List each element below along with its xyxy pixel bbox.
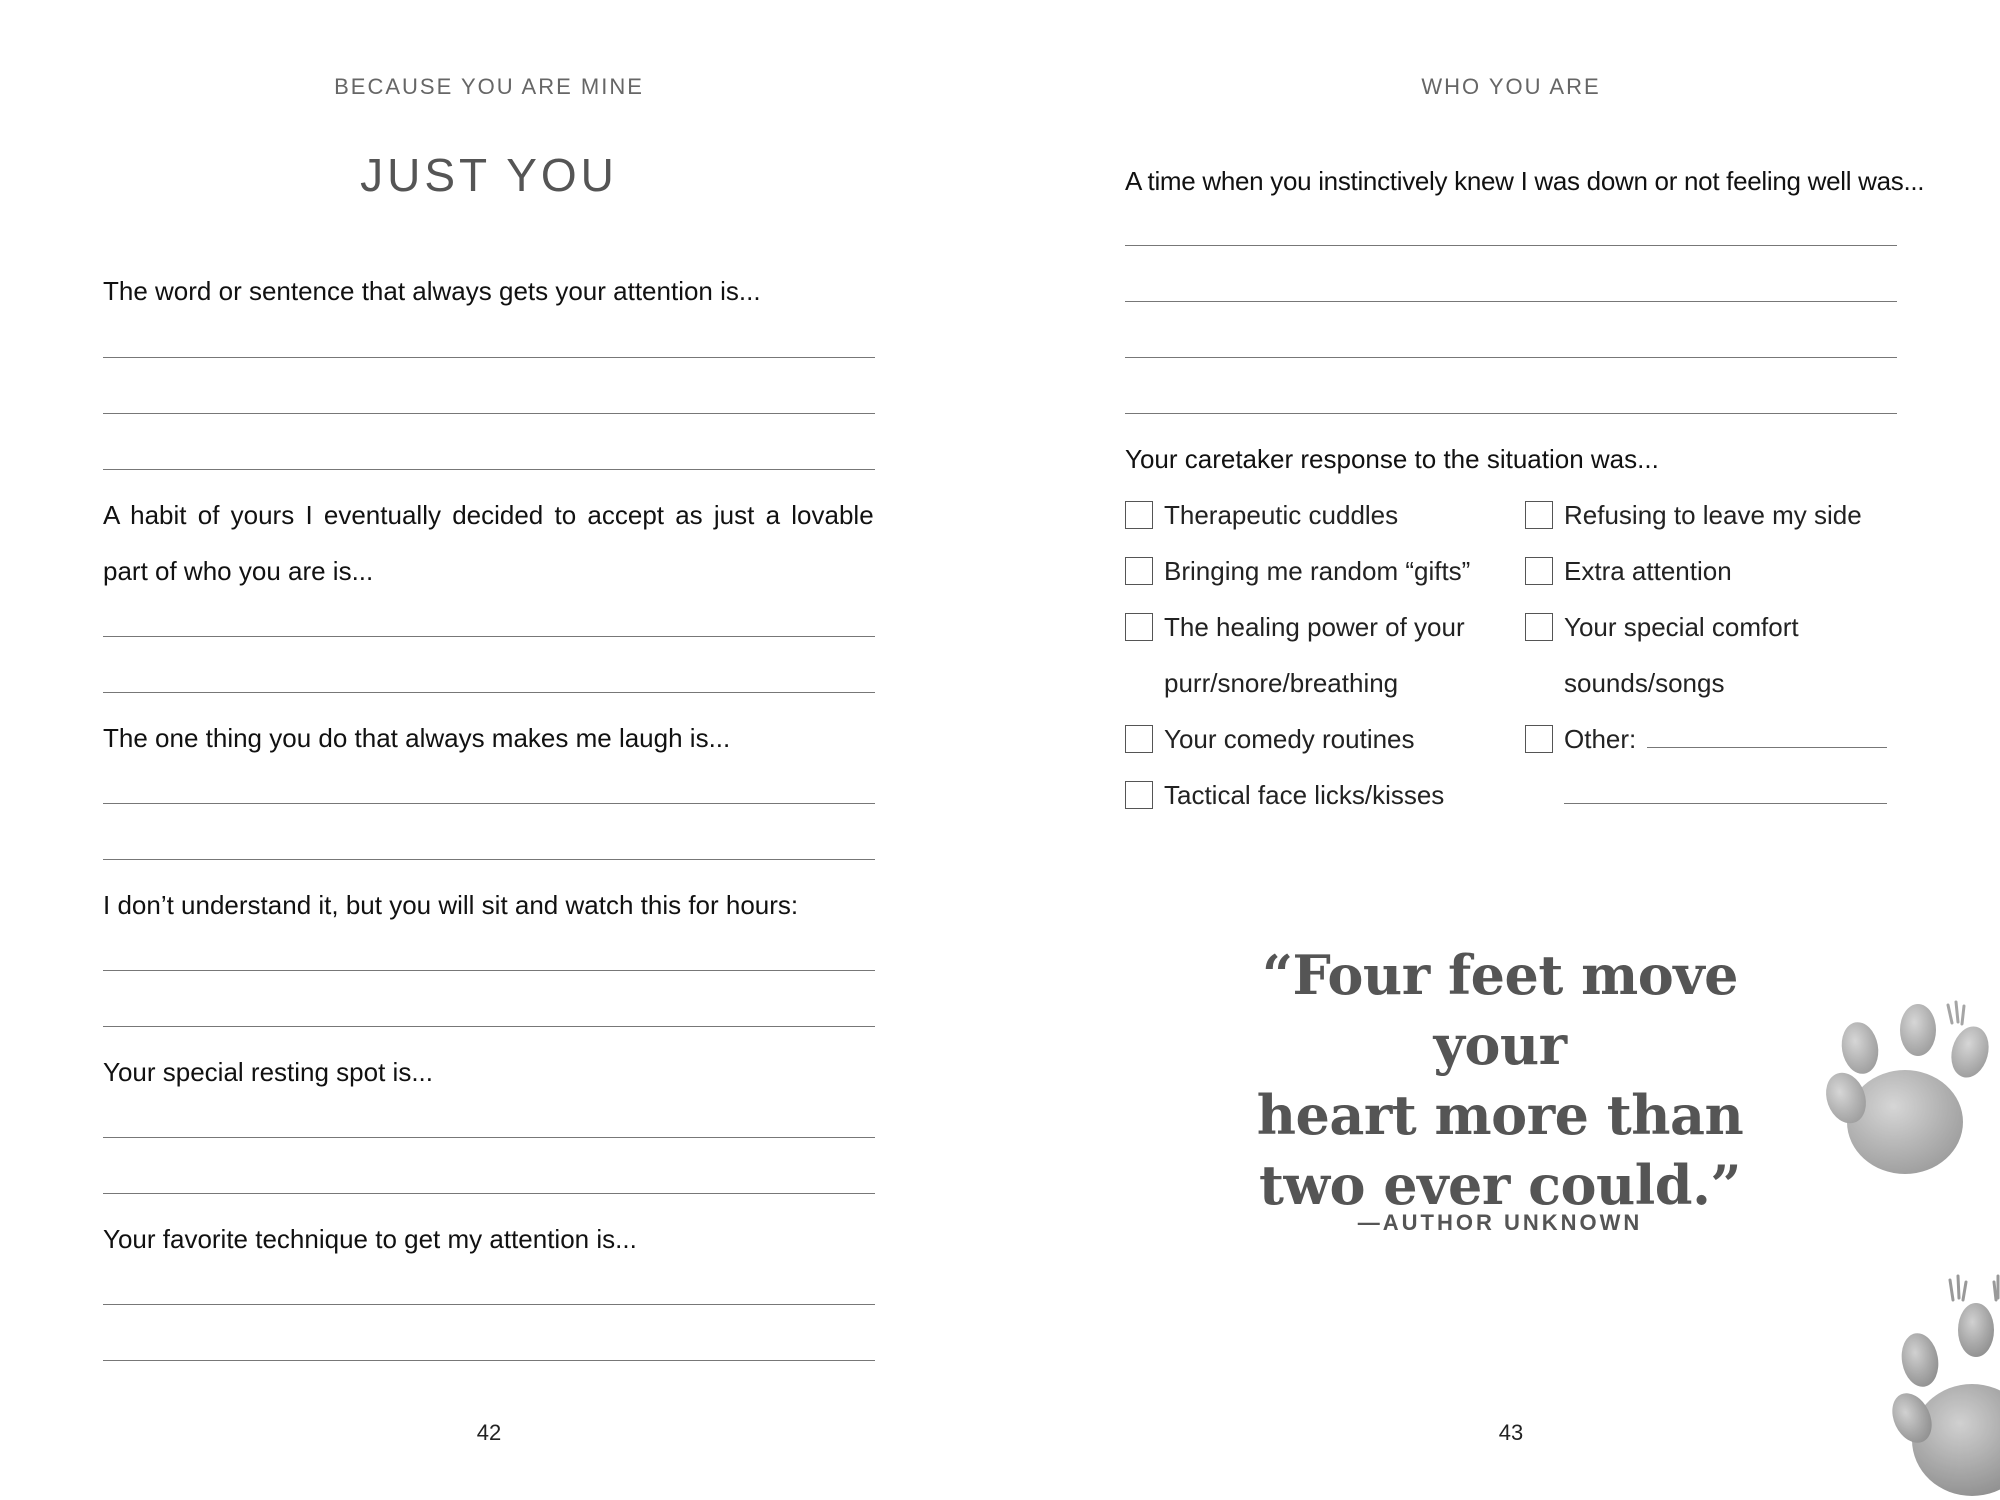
- page-title: JUST YOU: [360, 149, 618, 201]
- quote-line: “Four feet move your: [1261, 943, 1739, 1077]
- paw-print: [1819, 1002, 1994, 1174]
- option-label-continued: sounds/songs: [1564, 668, 1725, 698]
- checkbox-comfort-sounds[interactable]: [1525, 613, 1553, 641]
- answer-line[interactable]: [103, 803, 875, 804]
- checkbox-random-gifts[interactable]: [1125, 557, 1153, 585]
- option-label-continued: purr/snore/breathing: [1164, 668, 1399, 698]
- right-page: WHO YOU ARE A time when you instinctively knew I was down or not feeling well was... Your caretaker response to the situation was... Therapeutic cuddles Bringing me random “gifts” The healing power of your purr/snore/breathing Your comedy routines Tactical face licks/kisses Refusing to leave my side Extra attention Your special comfort sounds/songs Other: “Four feet move your heart more than two ever could.” —AUTHOR UNKNOWN 43: [1000, 0, 2000, 1500]
- prompt-habit-line2: part of who you are is...: [103, 556, 374, 586]
- other-answer-line[interactable]: [1564, 803, 1887, 804]
- pull-quote: [1190, 940, 1810, 1220]
- prompt-response: Your caretaker response to the situation was...: [1125, 444, 1659, 474]
- checkbox-healing-power[interactable]: [1125, 613, 1153, 641]
- checkbox-extra-attention[interactable]: [1525, 557, 1553, 585]
- answer-line[interactable]: [103, 1137, 875, 1138]
- paw-prints-icon: [1800, 1000, 2000, 1500]
- quote-line: heart more than: [1256, 1083, 1744, 1147]
- answer-line[interactable]: [103, 636, 875, 637]
- quote-attribution: —AUTHOR UNKNOWN: [1357, 1210, 1643, 1235]
- checkbox-therapeutic-cuddles[interactable]: [1125, 501, 1153, 529]
- answer-line[interactable]: [1125, 357, 1897, 358]
- prompt-attention-word: The word or sentence that always gets your attention is...: [103, 276, 761, 306]
- prompt-habit-line1: A habit of yours I eventually decided to accept as just a lovable: [103, 500, 874, 530]
- checkbox-refusing-to-leave[interactable]: [1525, 501, 1553, 529]
- option-label: Refusing to leave my side: [1564, 500, 1862, 530]
- prompt-laugh: The one thing you do that always makes me laugh is...: [103, 723, 731, 753]
- prompt-technique: Your favorite technique to get my attention is...: [103, 1224, 637, 1254]
- left-page: BECAUSE YOU ARE MINE JUST YOU The word or sentence that always gets your attention is... A habit of yours I eventually decided to accept as just a lovable part of who you are is... The one thing you do that always makes me laugh is... I don’t understand it, but you will sit and watch this for hours: Your special resting spot is... Your favorite technique to get my attention is... 42: [103, 74, 874, 1445]
- quote-line: two ever could.”: [1259, 1153, 1741, 1217]
- answer-line[interactable]: [103, 859, 875, 860]
- prompt-watch: I don’t understand it, but you will sit and watch this for hours:: [103, 890, 799, 920]
- checkbox-other[interactable]: [1525, 725, 1553, 753]
- answer-line[interactable]: [1125, 413, 1897, 414]
- checkbox-comedy-routines[interactable]: [1125, 725, 1153, 753]
- answer-line[interactable]: [103, 1304, 875, 1305]
- option-label: Therapeutic cuddles: [1164, 500, 1399, 530]
- prompt-resting-spot: Your special resting spot is...: [103, 1057, 433, 1087]
- answer-line[interactable]: [103, 413, 875, 414]
- paw-print: [1885, 1276, 2000, 1496]
- answer-line[interactable]: [103, 970, 875, 971]
- answer-line[interactable]: [103, 357, 875, 358]
- option-label: Other:: [1564, 724, 1637, 754]
- other-answer-line[interactable]: [1647, 747, 1887, 748]
- answer-line[interactable]: [1125, 245, 1897, 246]
- page-number: 43: [1498, 1420, 1524, 1445]
- option-label: Tactical face licks/kisses: [1164, 780, 1445, 810]
- answer-line[interactable]: [103, 692, 875, 693]
- answer-line[interactable]: [103, 1360, 875, 1361]
- option-label: The healing power of your: [1164, 612, 1465, 642]
- page-number: 42: [476, 1420, 502, 1445]
- checkbox-face-licks[interactable]: [1125, 781, 1153, 809]
- answer-line[interactable]: [103, 1193, 875, 1194]
- option-label: Your comedy routines: [1164, 724, 1415, 754]
- option-label: Your special comfort: [1564, 612, 1799, 642]
- answer-line[interactable]: [1125, 301, 1897, 302]
- answer-line[interactable]: [103, 1026, 875, 1027]
- option-label: Bringing me random “gifts”: [1164, 556, 1471, 586]
- option-label: Extra attention: [1564, 556, 1732, 586]
- prompt-instinct: A time when you instinctively knew I was down or not feeling well was...: [1125, 166, 1925, 196]
- answer-line[interactable]: [103, 469, 875, 470]
